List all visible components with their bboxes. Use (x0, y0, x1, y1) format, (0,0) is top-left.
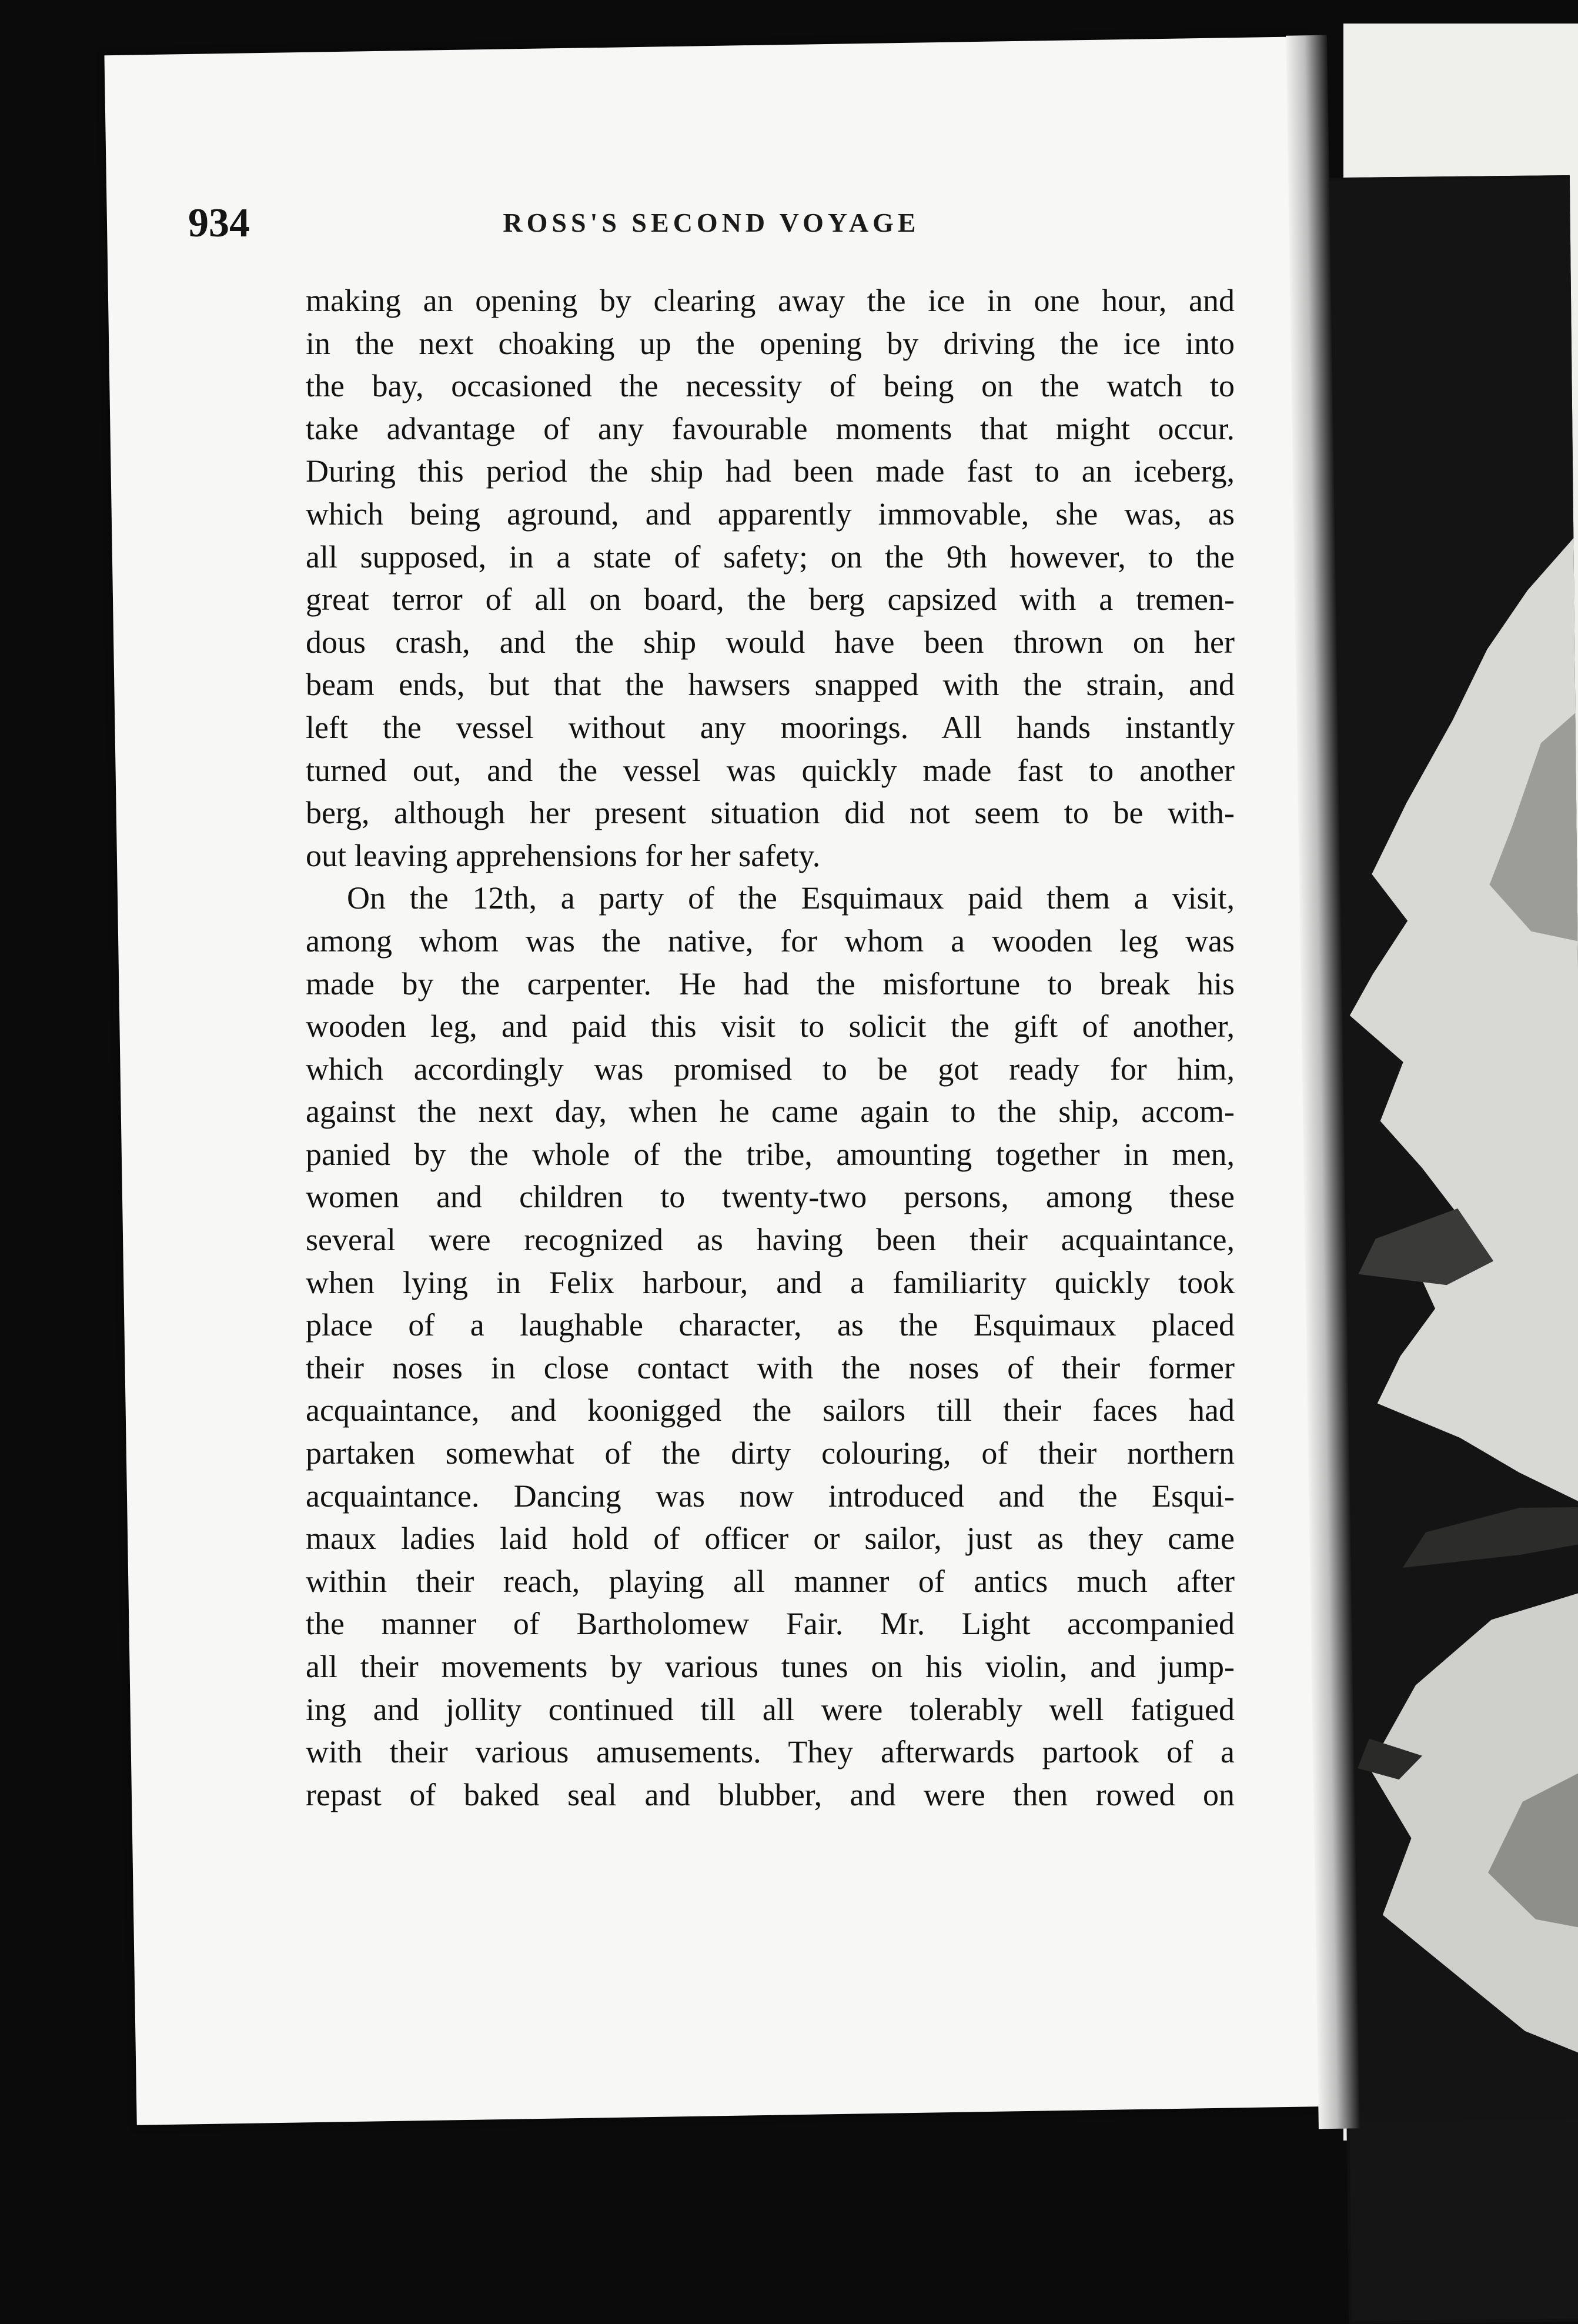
running-title: ROSS'S SECOND VOYAGE (503, 208, 920, 238)
text-line: out leaving apprehensions for her safety. (306, 837, 821, 873)
text-line: berg, although her present situation did not seem to be with- (306, 795, 1235, 831)
engraved-plate (1326, 175, 1578, 2324)
text-line: beam ends, but that the hawsers snapped with the strain, and (306, 667, 1235, 703)
page-number: 934 (188, 201, 250, 246)
text-line: all supposed, in a state of safety; on the 9th however, to the (306, 539, 1235, 575)
text-line: in the next choaking up the opening by driving the ice into (306, 325, 1235, 361)
text-line: when lying in Felix harbour, and a familiarity quickly took (306, 1264, 1235, 1300)
text-line: with their various amusements. They afterwards partook of a (306, 1734, 1235, 1770)
text-line: On the 12th, a party of the Esquimaux paid them a visit, (347, 880, 1235, 916)
paragraph-1 (306, 279, 1235, 877)
text-line: great terror of all on board, the berg capsized with a tremen- (306, 582, 1235, 617)
text-line: which being aground, and apparently immovable, she was, as (306, 496, 1235, 532)
text-line: the bay, occasioned the necessity of being on the watch to (306, 368, 1235, 404)
text-line: During this period the ship had been made fast to an iceberg, (306, 453, 1235, 489)
text-line: maux ladies laid hold of officer or sailor, just as they came (306, 1521, 1235, 1557)
body-text (306, 279, 1235, 1816)
text-line: their noses in close contact with the noses of their former (306, 1350, 1235, 1385)
text-line: several were recognized as having been their acquaintance, (306, 1222, 1235, 1258)
text-line: making an opening by clearing away the ice in one hour, and (306, 283, 1235, 318)
text-line: among whom was the native, for whom a wooden leg was (306, 923, 1235, 959)
running-head (188, 200, 1235, 253)
iceberg-illustration (1329, 178, 1578, 2121)
text-line: left the vessel without any moorings. All hands instantly (306, 709, 1235, 745)
text-line: acquaintance. Dancing was now introduced and the Esqui- (306, 1478, 1235, 1514)
text-line: repast of baked seal and blubber, and were then rowed on (306, 1777, 1235, 1812)
text-line: women and children to twenty-two persons, among these (306, 1179, 1235, 1215)
text-line: partaken somewhat of the dirty colouring, of their northern (306, 1435, 1235, 1471)
text-line: acquaintance, and koonigged the sailors till their faces had (306, 1393, 1235, 1428)
paragraph-2 (306, 877, 1235, 1816)
text-line: against the next day, when he came again to the ship, accom- (306, 1094, 1235, 1130)
text-line: within their reach, playing all manner of antics much after (306, 1563, 1235, 1599)
text-line: take advantage of any favourable moments that might occur. (306, 410, 1235, 446)
text-line: ing and jollity continued till all were tolerably well fatigued (306, 1691, 1235, 1727)
text-line: all their movements by various tunes on his violin, and jump- (306, 1649, 1235, 1684)
text-line: panied by the whole of the tribe, amounting together in men, (306, 1136, 1235, 1172)
text-line: place of a laughable character, as the Esquimaux placed (306, 1307, 1235, 1343)
text-line: which accordingly was promised to be got ready for him, (306, 1051, 1235, 1087)
text-line: dous crash, and the ship would have been thrown on her (306, 624, 1235, 660)
text-line: made by the carpenter. He had the misfortune to break his (306, 966, 1235, 1001)
text-line: the manner of Bartholomew Fair. Mr. Light accompanied (306, 1606, 1235, 1642)
text-line: turned out, and the vessel was quickly made fast to another (306, 752, 1235, 788)
text-line: wooden leg, and paid this visit to solicit the gift of another, (306, 1009, 1235, 1044)
